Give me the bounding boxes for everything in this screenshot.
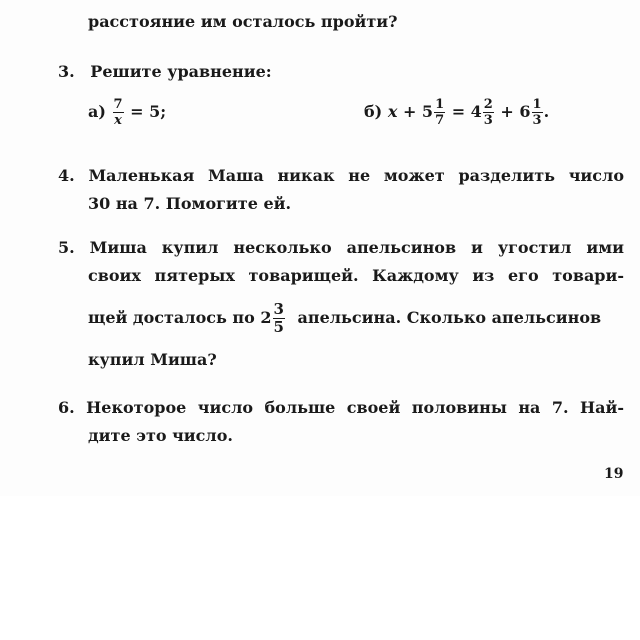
problem-5-text-2: своих пятерых товарищей. Каждому из его товари- [88, 266, 624, 285]
problem-6-line-1 [58, 398, 624, 417]
fraction-denominator: x [114, 113, 122, 128]
page-number: 19 [604, 466, 624, 482]
problem-5-number: 5. [58, 238, 75, 257]
previous-problem-tail: расстояние им осталось пройти? [88, 12, 398, 31]
equation-b-fraction-1 [434, 98, 445, 127]
fraction-denominator: 3 [532, 113, 542, 128]
equation-b-fraction-3 [532, 98, 543, 127]
equation-a [88, 98, 166, 127]
problem-5-text-1: Миша купил несколько апельсинов и угостил ими [89, 238, 624, 257]
equation-b-equals: = 4 [451, 102, 482, 121]
problem-3-title: Решите уравнение: [90, 62, 272, 81]
equation-b-end: . [543, 102, 550, 121]
equation-a-rest: = 5; [130, 102, 167, 121]
equation-b-term1: + 5 [402, 102, 434, 121]
problem-3-header [58, 62, 272, 81]
problem-5-line-3 [88, 302, 601, 335]
equation-b [364, 98, 549, 127]
fraction-numerator: 1 [532, 97, 542, 112]
problem-5-text-3a: щей досталось по 2 [88, 308, 272, 327]
problem-5-fraction [273, 302, 285, 335]
problem-5-line-2 [88, 266, 624, 285]
problem-5-text-3b: апельсина. Сколько апельсинов [297, 308, 602, 327]
problem-6-line-2: дите это число. [88, 426, 233, 445]
fraction-numerator: 7 [113, 97, 123, 112]
equation-b-label: б) [364, 102, 383, 121]
problem-4-number: 4. [58, 166, 75, 185]
problem-5-line-4: купил Миша? [88, 350, 217, 369]
problem-6-text-1: Некоторое число больше своей половины на 7. Най- [86, 398, 624, 417]
equation-b-variable: x [387, 102, 398, 121]
fraction-numerator: 3 [273, 300, 284, 318]
fraction-numerator: 2 [483, 97, 493, 112]
problem-6-number: 6. [58, 398, 75, 417]
equation-a-label: а) [88, 102, 106, 121]
problem-4-line-1 [58, 166, 624, 185]
equation-b-term2: + 6 [500, 102, 531, 121]
fraction-denominator: 3 [483, 113, 493, 128]
problem-5-line-1 [58, 238, 624, 257]
problem-4-line-2: 30 на 7. Помогите ей. [88, 194, 292, 213]
fraction-denominator: 5 [273, 318, 284, 336]
equation-a-fraction [113, 98, 124, 127]
fraction-numerator: 1 [435, 97, 445, 112]
problem-4-text-1: Маленькая Маша никак не может разделить число [88, 166, 624, 185]
problem-3-number: 3. [58, 62, 75, 81]
fraction-denominator: 7 [435, 113, 445, 128]
equation-b-fraction-2 [483, 98, 494, 127]
